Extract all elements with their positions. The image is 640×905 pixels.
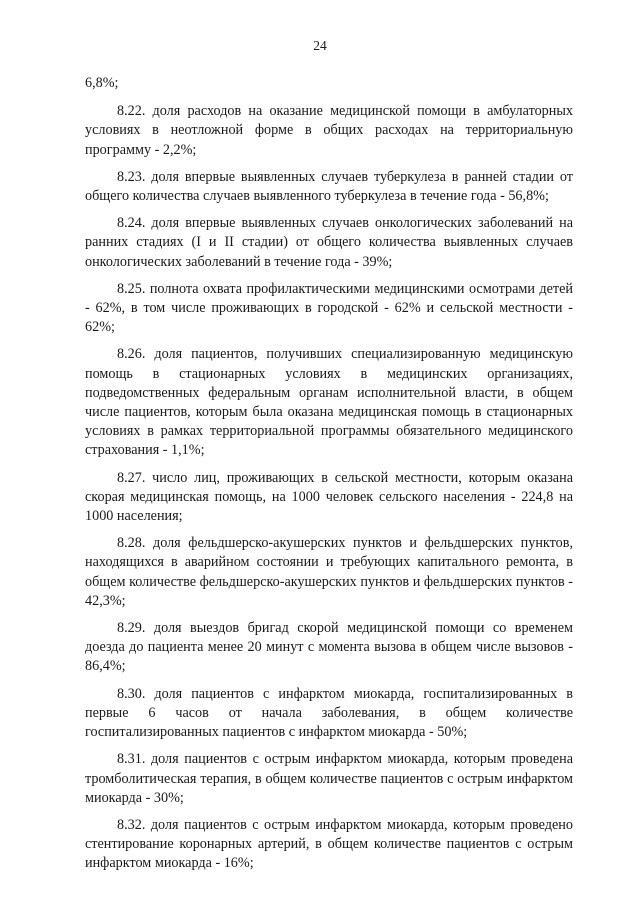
- page-number: 24: [313, 38, 327, 53]
- item-8-25: 8.25. полнота охвата профилактическими медицинскими осмотрами детей - 62%, в том числе проживающих в городской - 62% и сельской местности - 62%;: [85, 280, 573, 336]
- item-8-28: 8.28. доля фельдшерско-акушерских пунктов и фельдшерских пунктов, находящихся в аварийном состоянии и требующих капитального ремонта, в общем количестве фельдшерско-акушерских пунктов и фельдшерских пунктов - 42,3%;: [85, 535, 573, 609]
- document-body: [85, 74, 573, 882]
- item-8-31: 8.31. доля пациентов с острым инфарктом миокарда, которым проведена тромболитическая терапия, в общем количестве пациентов с острым инфарктом миокарда - 30%;: [85, 751, 573, 806]
- item-8-22: 8.22. доля расходов на оказание медицинской помощи в амбулаторных условиях в неотложной форме в общих расходах на территориальную программу - 2,2%;: [85, 103, 573, 158]
- item-8-29: 8.29. доля выездов бригад скорой медицинской помощи со временем доезда до пациента менее 20 минут с момента вызова в общем числе вызовов - 86,4%;: [85, 620, 573, 675]
- item-8-32: 8.32. доля пациентов с острым инфарктом миокарда, которым проведено стентирование коронарных артерий, в общем количестве пациентов с острым инфарктом миокарда - 16%;: [85, 816, 573, 872]
- item-8-27: 8.27. число лиц, проживающих в сельской местности, которым оказана скорая медицинская помощь, на 1000 человек сельского населения - 224,8 на 1000 населения;: [85, 469, 573, 525]
- item-8-24: 8.24. доля впервые выявленных случаев онкологических заболеваний на ранних стадиях (I и II стадии) от общего количества выявленных случаев онкологических заболеваний в течение года - 39%;: [85, 215, 573, 270]
- item-8-26: 8.26. доля пациентов, получивших специализированную медицинскую помощь в стационарных условиях в медицинских организациях, подведомственных федеральным органам исполнительной власти, в общем числе пациентов, которым была оказана медицинская помощь в стационарных условиях в рамках территориальной программы обязательного медицинского страхования - 1,1%;: [85, 346, 573, 459]
- continuation-text: 6,8%;: [85, 75, 119, 91]
- item-8-30: 8.30. доля пациентов с инфарктом миокарда, госпитализированных в первые 6 часов от начала заболевания, в общем количестве госпитализированных пациентов с инфарктом миокарда - 50%;: [85, 685, 573, 741]
- item-8-23: 8.23. доля впервые выявленных случаев туберкулеза в ранней стадии от общего количества случаев выявленного туберкулеза в течение года - 56,8%;: [85, 168, 573, 205]
